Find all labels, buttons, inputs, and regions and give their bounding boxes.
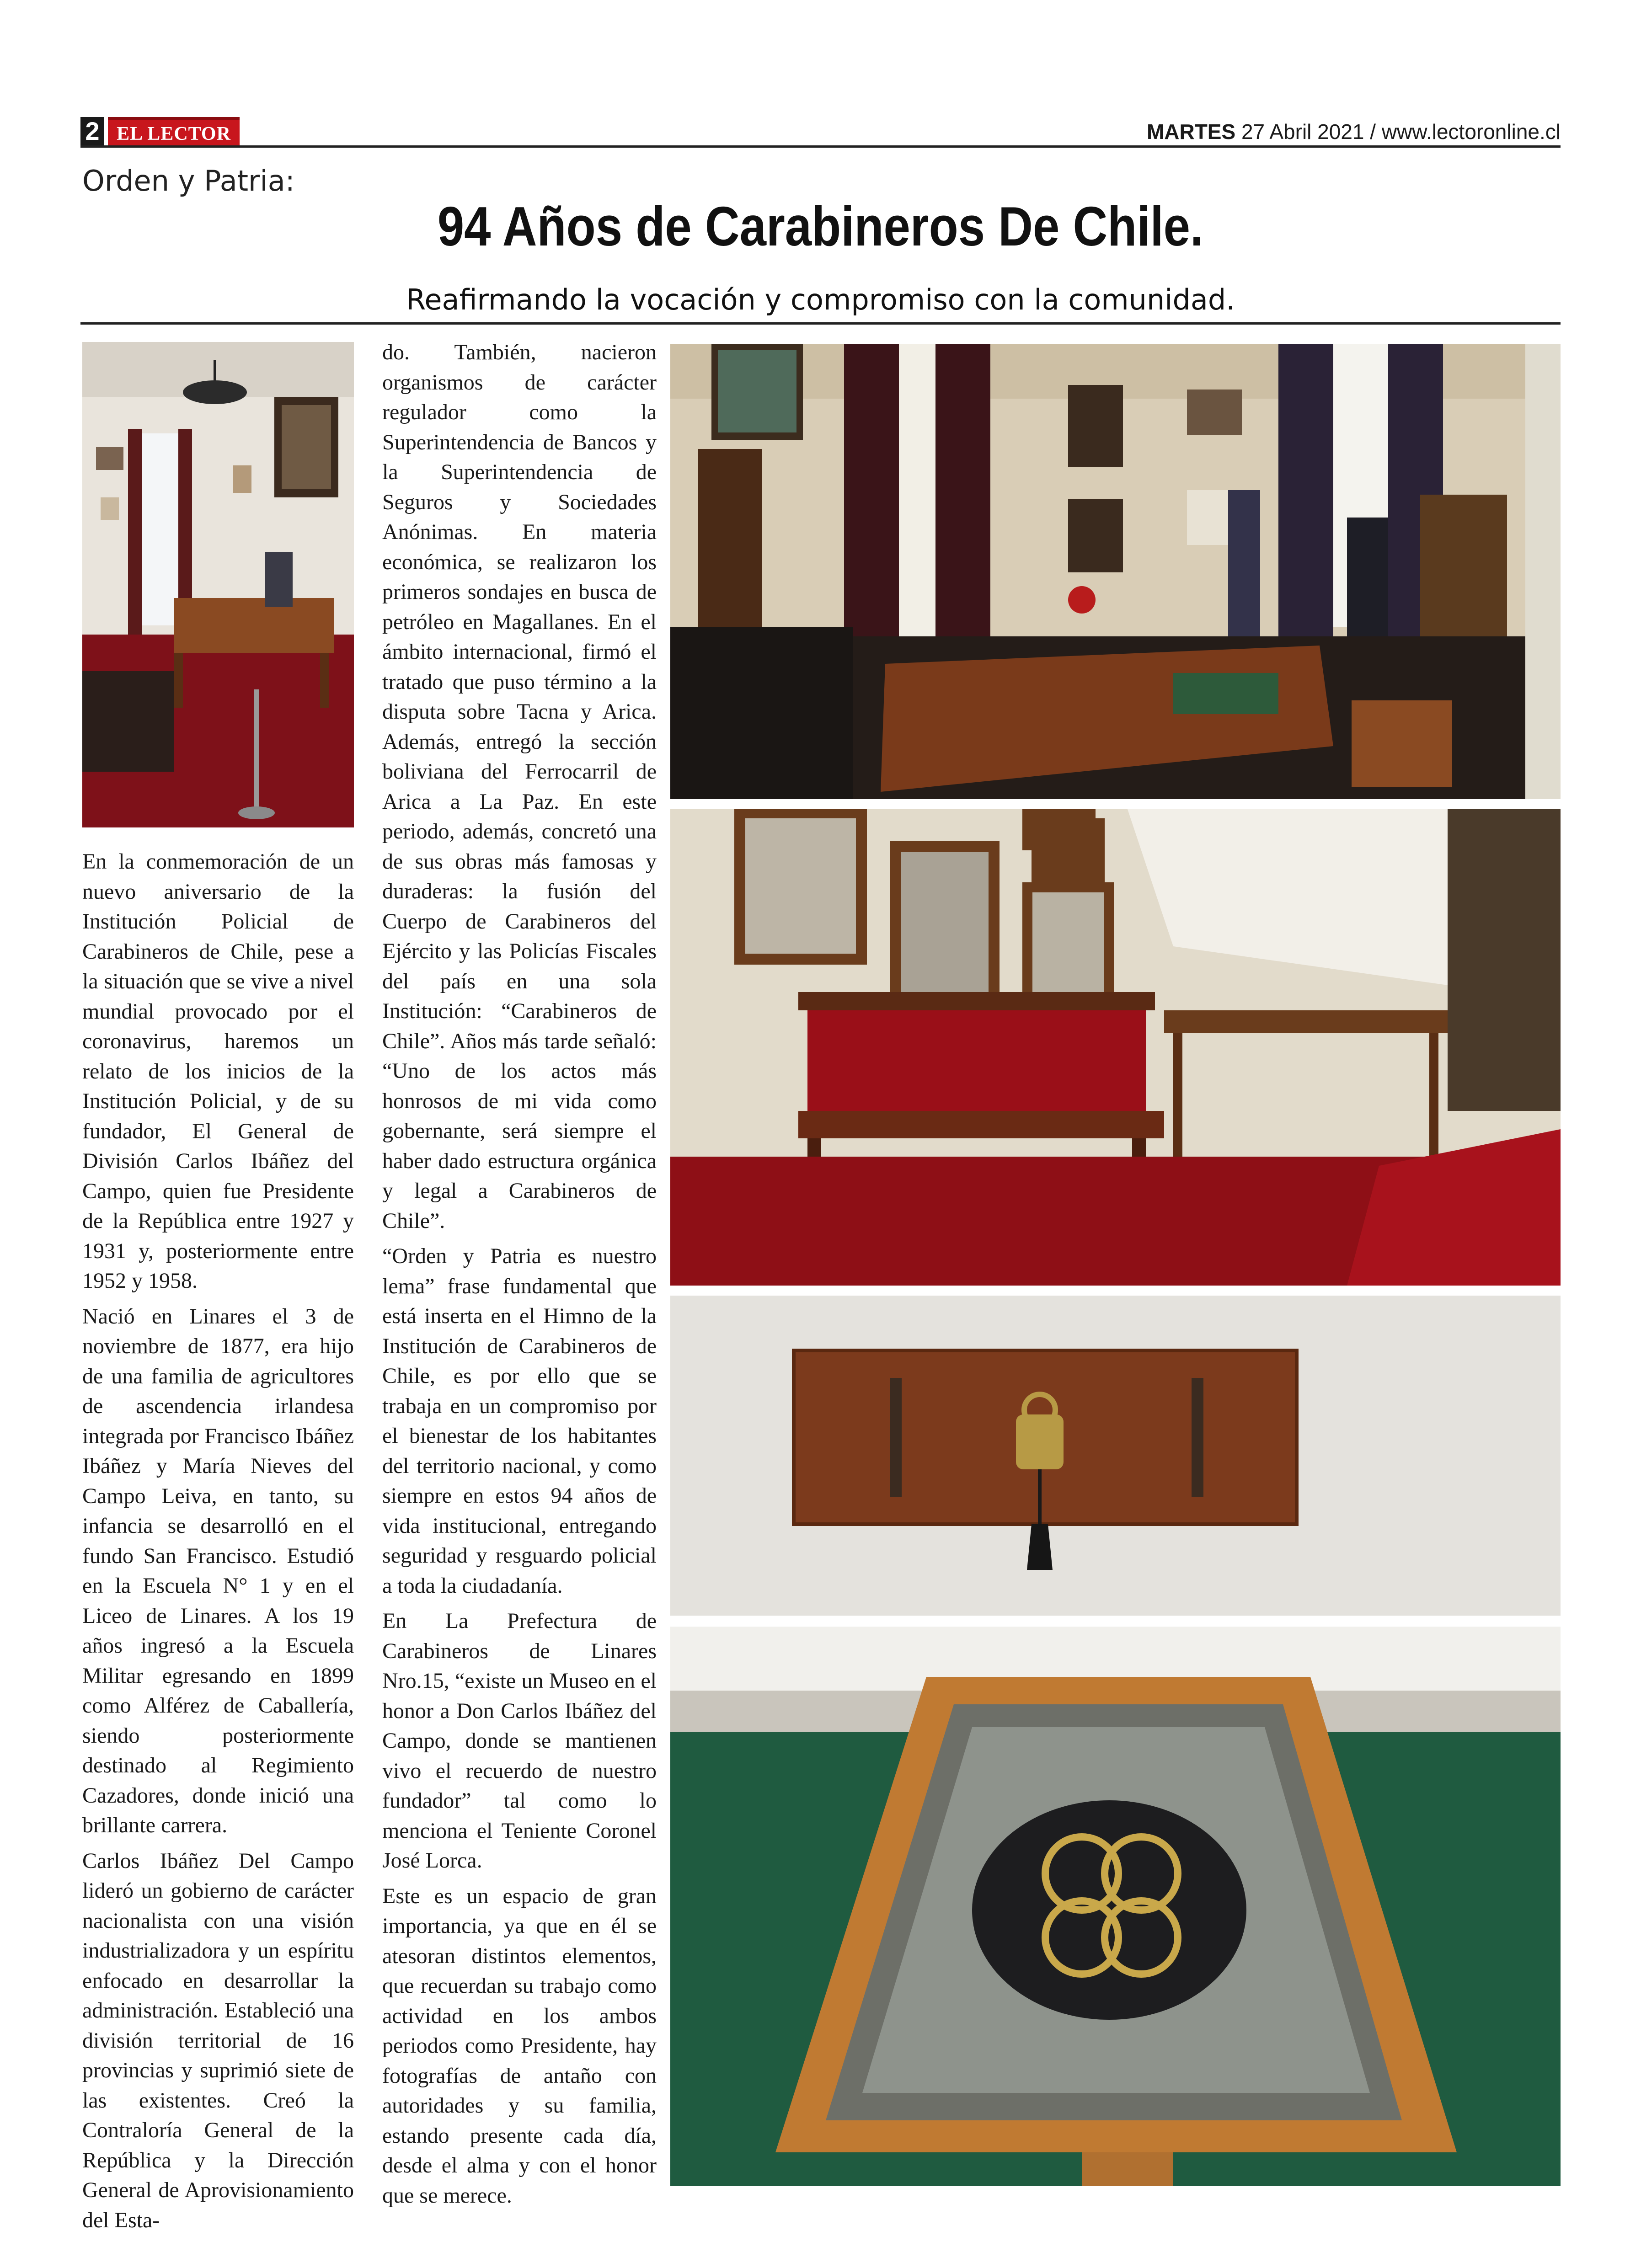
header-rule: [80, 145, 1561, 148]
paragraph: En la conmemoración de un nuevo aniversario de la Institución Policial de Carabineros de Chile, pese a la situación que se vive a nivel mundial provocado por el coronavirus, haremos un relato de los inicios de la Institución Policial, y de su fundador, El General de División Carlos Ibáñez del Campo, quien fue Presidente de la República entre 1927 y 1931 y, posteriormente entre 1952 y 1958.: [82, 849, 354, 1293]
photo-office-portrait: [82, 342, 354, 827]
dateline: [1147, 119, 1561, 144]
paragraph: En La Prefectura de Carabineros de Linares Nro.15, “existe un Museo en el honor a Don Carlos Ibáñez del Campo, donde se mantienen vivo el recuerdo de nuestro fundador” tal como lo menciona el Teniente Coronel José Lorca.: [382, 1609, 657, 1873]
article-column-2: [382, 337, 657, 2216]
paragraph: Nació en Linares el 3 de noviembre de 1877, era hijo de una familia de agricultores de ascendencia irlandesa integrada por Francisco Ibáñez Ibáñez y María Nieves del Campo Leiva, en tanto, su infancia se desarrolló en el fundo San Francisco. Estudió en la Escuela N° 1 y en el Liceo de Linares. A los 19 años ingresó a la Escuela Militar egresando en 1899 como Alférez de Caballería, siendo posteriormente destinado al Regimiento Cazadores, donde inició una brillante carrera.: [82, 1304, 354, 1837]
photo-museum-office: [670, 344, 1561, 799]
paragraph: Carlos Ibáñez Del Campo lideró un gobierno de carácter nacionalista con una visión industrializadora y un espíritu enfocado en desarrollar la administración. Estableció una división territorial de 16 provincias y suprimió siete de las existentes. Creó la Contraloría General de la República y la Dirección General de Aprovisionamiento del Esta-: [82, 1848, 354, 2232]
paragraph: “Orden y Patria es nuestro lema” frase fundamental que está inserta en el Himno de la Institución de Carabineros de Chile, es por ello que se trabaja en un compromiso por el bienestar de los habitantes del territorio nacional, y como siempre en estos 94 años de vida institucional, entregando seguridad y resguardo policial a toda la ciudadanía.: [382, 1244, 657, 1598]
date-site: 27 Abril 2021 / www.lectoronline.cl: [1241, 120, 1561, 144]
page-number: 2: [80, 117, 104, 145]
subheadline: Reafirmando la vocación y compromiso con la comunidad.: [406, 283, 1235, 316]
newspaper-logo: EL LECTOR: [108, 117, 240, 145]
paragraph: Este es un espacio de gran importancia, ya que en él se atesoran distintos elementos, que recuerdan su trabajo como actividad en los ambos periodos como Presidente, hay fotografías de antaño con autoridades y su familia, estando presente cada día, desde el alma y con el honor que se merece.: [382, 1884, 657, 2208]
headline: 94 Años de Carabineros De Chile.: [437, 195, 1204, 257]
photo-key-plaque: [670, 1296, 1561, 1616]
article-column-1: [82, 847, 354, 2241]
paragraph: do. También, nacieron organismos de carácter regulador como la Superintendencia de Bancos y la Superintendencia de Seguros y Sociedades Anónimas. En materia económica, se realizaron los primeros sondajes en busca de petróleo en Magallanes. En el ámbito internacional, firmó el tratado que puso término a la disputa sobre Tacna y Arica. Además, entregó la sección boliviana del Ferrocarril de Arica a La Paz. En este periodo, además, concretó una de sus obras más famosas y duraderas: la fusión del Cuerpo de Carabineros del Ejército y las Policías Fiscales del país en una sola Institución: “Carabineros de Chile”. Años más tarde señaló: “Uno de los actos más honrosos de mi vida como gobernante, será siempre el haber dado estructura orgánica y legal a Carabineros de Chile”.: [382, 340, 657, 1233]
photo-glass-display-case: [670, 1627, 1561, 2186]
photo-museum-bench: [670, 809, 1561, 1286]
kicker: Orden y Patria:: [82, 164, 295, 197]
subheadline-rule: [80, 322, 1561, 325]
weekday: MARTES: [1146, 120, 1236, 144]
